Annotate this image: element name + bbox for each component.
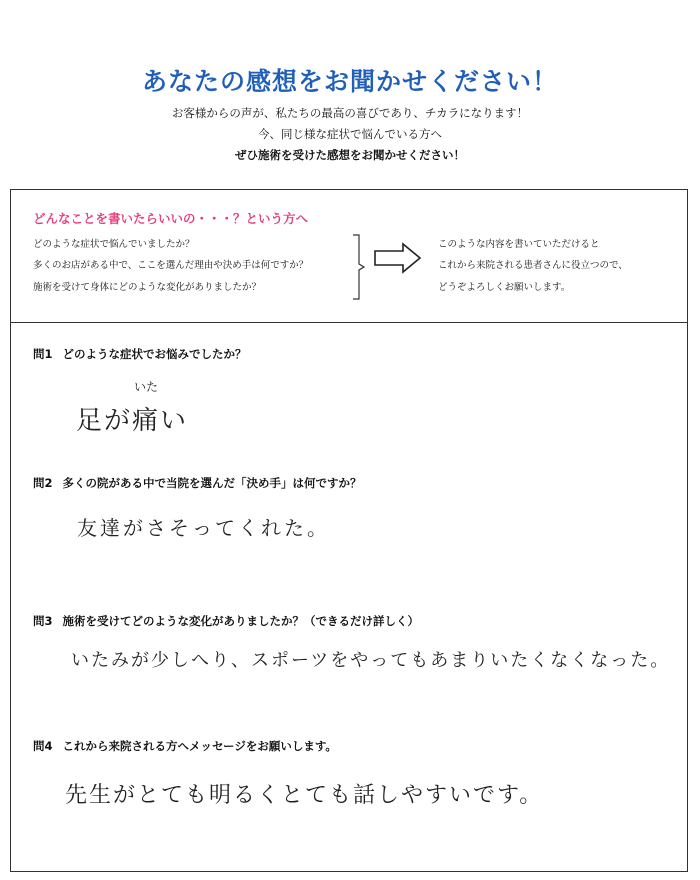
question-2: [33, 475, 362, 491]
question-number: 問4: [33, 739, 53, 753]
answer-3: いたみが少しへり、スポーツをやってもあまりいたくなくなった。: [71, 650, 671, 671]
answer-ruby: いた: [134, 380, 159, 394]
question-number: 問3: [33, 614, 53, 628]
answer-1: 足が痛い: [76, 406, 189, 436]
question-3: [33, 613, 419, 629]
answer-2: 友達がさそってくれた。: [77, 516, 330, 540]
question-text: 施術を受けてどのような変化がありましたか？（できるだけ詳しく）: [62, 614, 420, 628]
subtitle-line-1: お客様からの声が、私たちの最高の喜びであり、チカラになります！: [171, 106, 529, 120]
question-number: 問2: [33, 476, 53, 490]
writing-guide: [11, 190, 687, 323]
question-4: [33, 738, 337, 754]
guide-note: これから来院される患者さんに役立つので、: [438, 260, 628, 271]
question-text: 多くの院がある中で当院を選んだ「決め手」は何ですか？: [62, 476, 362, 490]
answer-4: 先生がとても明るくとても話しやすいです。: [65, 783, 544, 808]
question-text: これから来院される方へメッセージをお願いします。: [62, 739, 337, 753]
guide-note: このような内容を書いていただけると: [438, 239, 600, 250]
subtitle-line-3: ぜひ施術を受けた感想をお聞かせください！: [235, 148, 465, 162]
guide-example: どのような症状で悩んでいましたか？: [33, 239, 195, 250]
question-number: 問1: [33, 347, 53, 361]
survey-frame: [10, 189, 688, 872]
subtitle-line-2: 今、同じ様な症状で悩んでいる方へ: [258, 127, 442, 141]
guide-example: 多くのお店がある中で、ここを選んだ理由や決め手は何ですか？: [33, 260, 309, 271]
guide-note: どうぞよろしくお願いします。: [438, 282, 571, 293]
guide-example: 施術を受けて身体にどのような変化がありましたか？: [33, 282, 262, 293]
guide-heading: どんなことを書いたらいいの・・・？という方へ: [33, 211, 309, 226]
page-title: あなたの感想をお聞かせください！: [141, 67, 558, 96]
question-1: [33, 346, 247, 362]
question-text: どのような症状でお悩みでしたか？: [62, 347, 247, 361]
bracket-icon: [351, 234, 365, 300]
right-arrow-icon: [373, 242, 423, 274]
